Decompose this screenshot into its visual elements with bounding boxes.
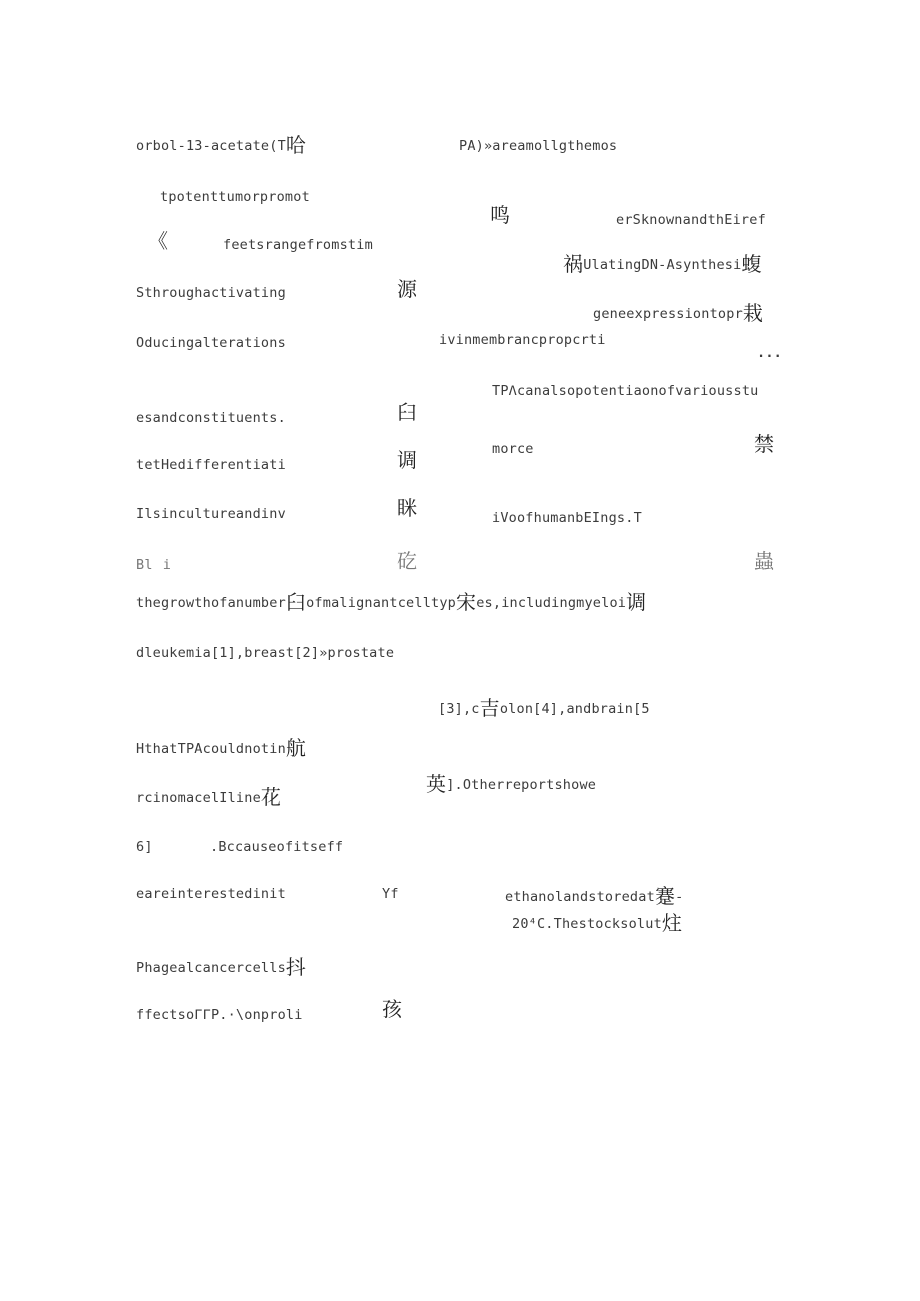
text-line-15: Ilsincultureandinv [136, 506, 286, 522]
cjk-glyph-5: 禁 [754, 432, 775, 456]
text-line-2: PA)»areamollgthemos [459, 138, 618, 154]
text-line-18: dleukemia[1],breast[2]»prostate [136, 645, 395, 661]
text-line-14: tetHedifferentiati [136, 457, 286, 473]
cjk-glyph-7: 眯 [397, 496, 418, 520]
clipped-text-strip: Bl i 矻 蟲 [136, 549, 775, 573]
text-line-23: 6] [136, 839, 153, 855]
text-line-27: ethanolandstoredat蹇- [505, 884, 684, 908]
text-line-1: orbol-13-acetate(T哈 [136, 133, 307, 157]
cjk-glyph-6: 调 [397, 448, 418, 472]
text-line-20: HthatTPAcouldnotin航 [136, 736, 307, 760]
text-line-10: ivinmembrancpropcrti [439, 332, 606, 348]
cjk-glyph-8: 孩 [382, 997, 403, 1021]
cjk-glyph-3: 源 [397, 277, 418, 301]
text-line-25: eareinterestedinit [136, 886, 286, 902]
text-line-21: 英].Otherreportshowe [426, 772, 597, 796]
text-line-24: .Bccauseofitseff [210, 839, 344, 855]
text-line-16: iVoofhumanbEIngs.T [492, 510, 642, 526]
cjk-glyph-2: 《 [148, 229, 169, 253]
text-line-13: morce [492, 441, 534, 457]
text-line-30: ffectsoΓΓP.·\onproli [136, 1007, 303, 1023]
ellipsis-mark: ... [757, 345, 782, 361]
text-line-19: [3],c吉olon[4],andbrain[5 [438, 696, 650, 720]
text-line-11: TPΛcanalsopotentiaonofvariousstu [492, 383, 759, 399]
text-line-12: esandconstituents. [136, 410, 286, 426]
text-line-5: feetsrangefromstim [223, 237, 373, 253]
cjk-glyph-4: 臼 [397, 400, 418, 424]
text-line-17: thegrowthofanumber臼ofmalignantcelltyp宋es,includingmyeloi调 [136, 590, 647, 614]
text-line-9: Oducingalterations [136, 335, 286, 351]
text-line-3: tpotenttumorpromot [160, 189, 310, 205]
text-line-8: geneexpressiontopr栽 [593, 301, 764, 325]
text-line-7: Sthroughactivating [136, 285, 286, 301]
text-line-28: 20⁴C.Thestocksolut炷 [512, 911, 683, 935]
text-line-4: erSknownandthEiref [616, 212, 766, 228]
text-line-6: 祸UlatingDN-Asynthesi蝮 [563, 252, 762, 276]
text-line-22: rcinomacelIline花 [136, 785, 282, 809]
cjk-glyph-1: 鸣 [490, 203, 511, 227]
text-line-26: Yf [382, 886, 399, 902]
text-line-29: Phagealcancercells抖 [136, 955, 307, 979]
